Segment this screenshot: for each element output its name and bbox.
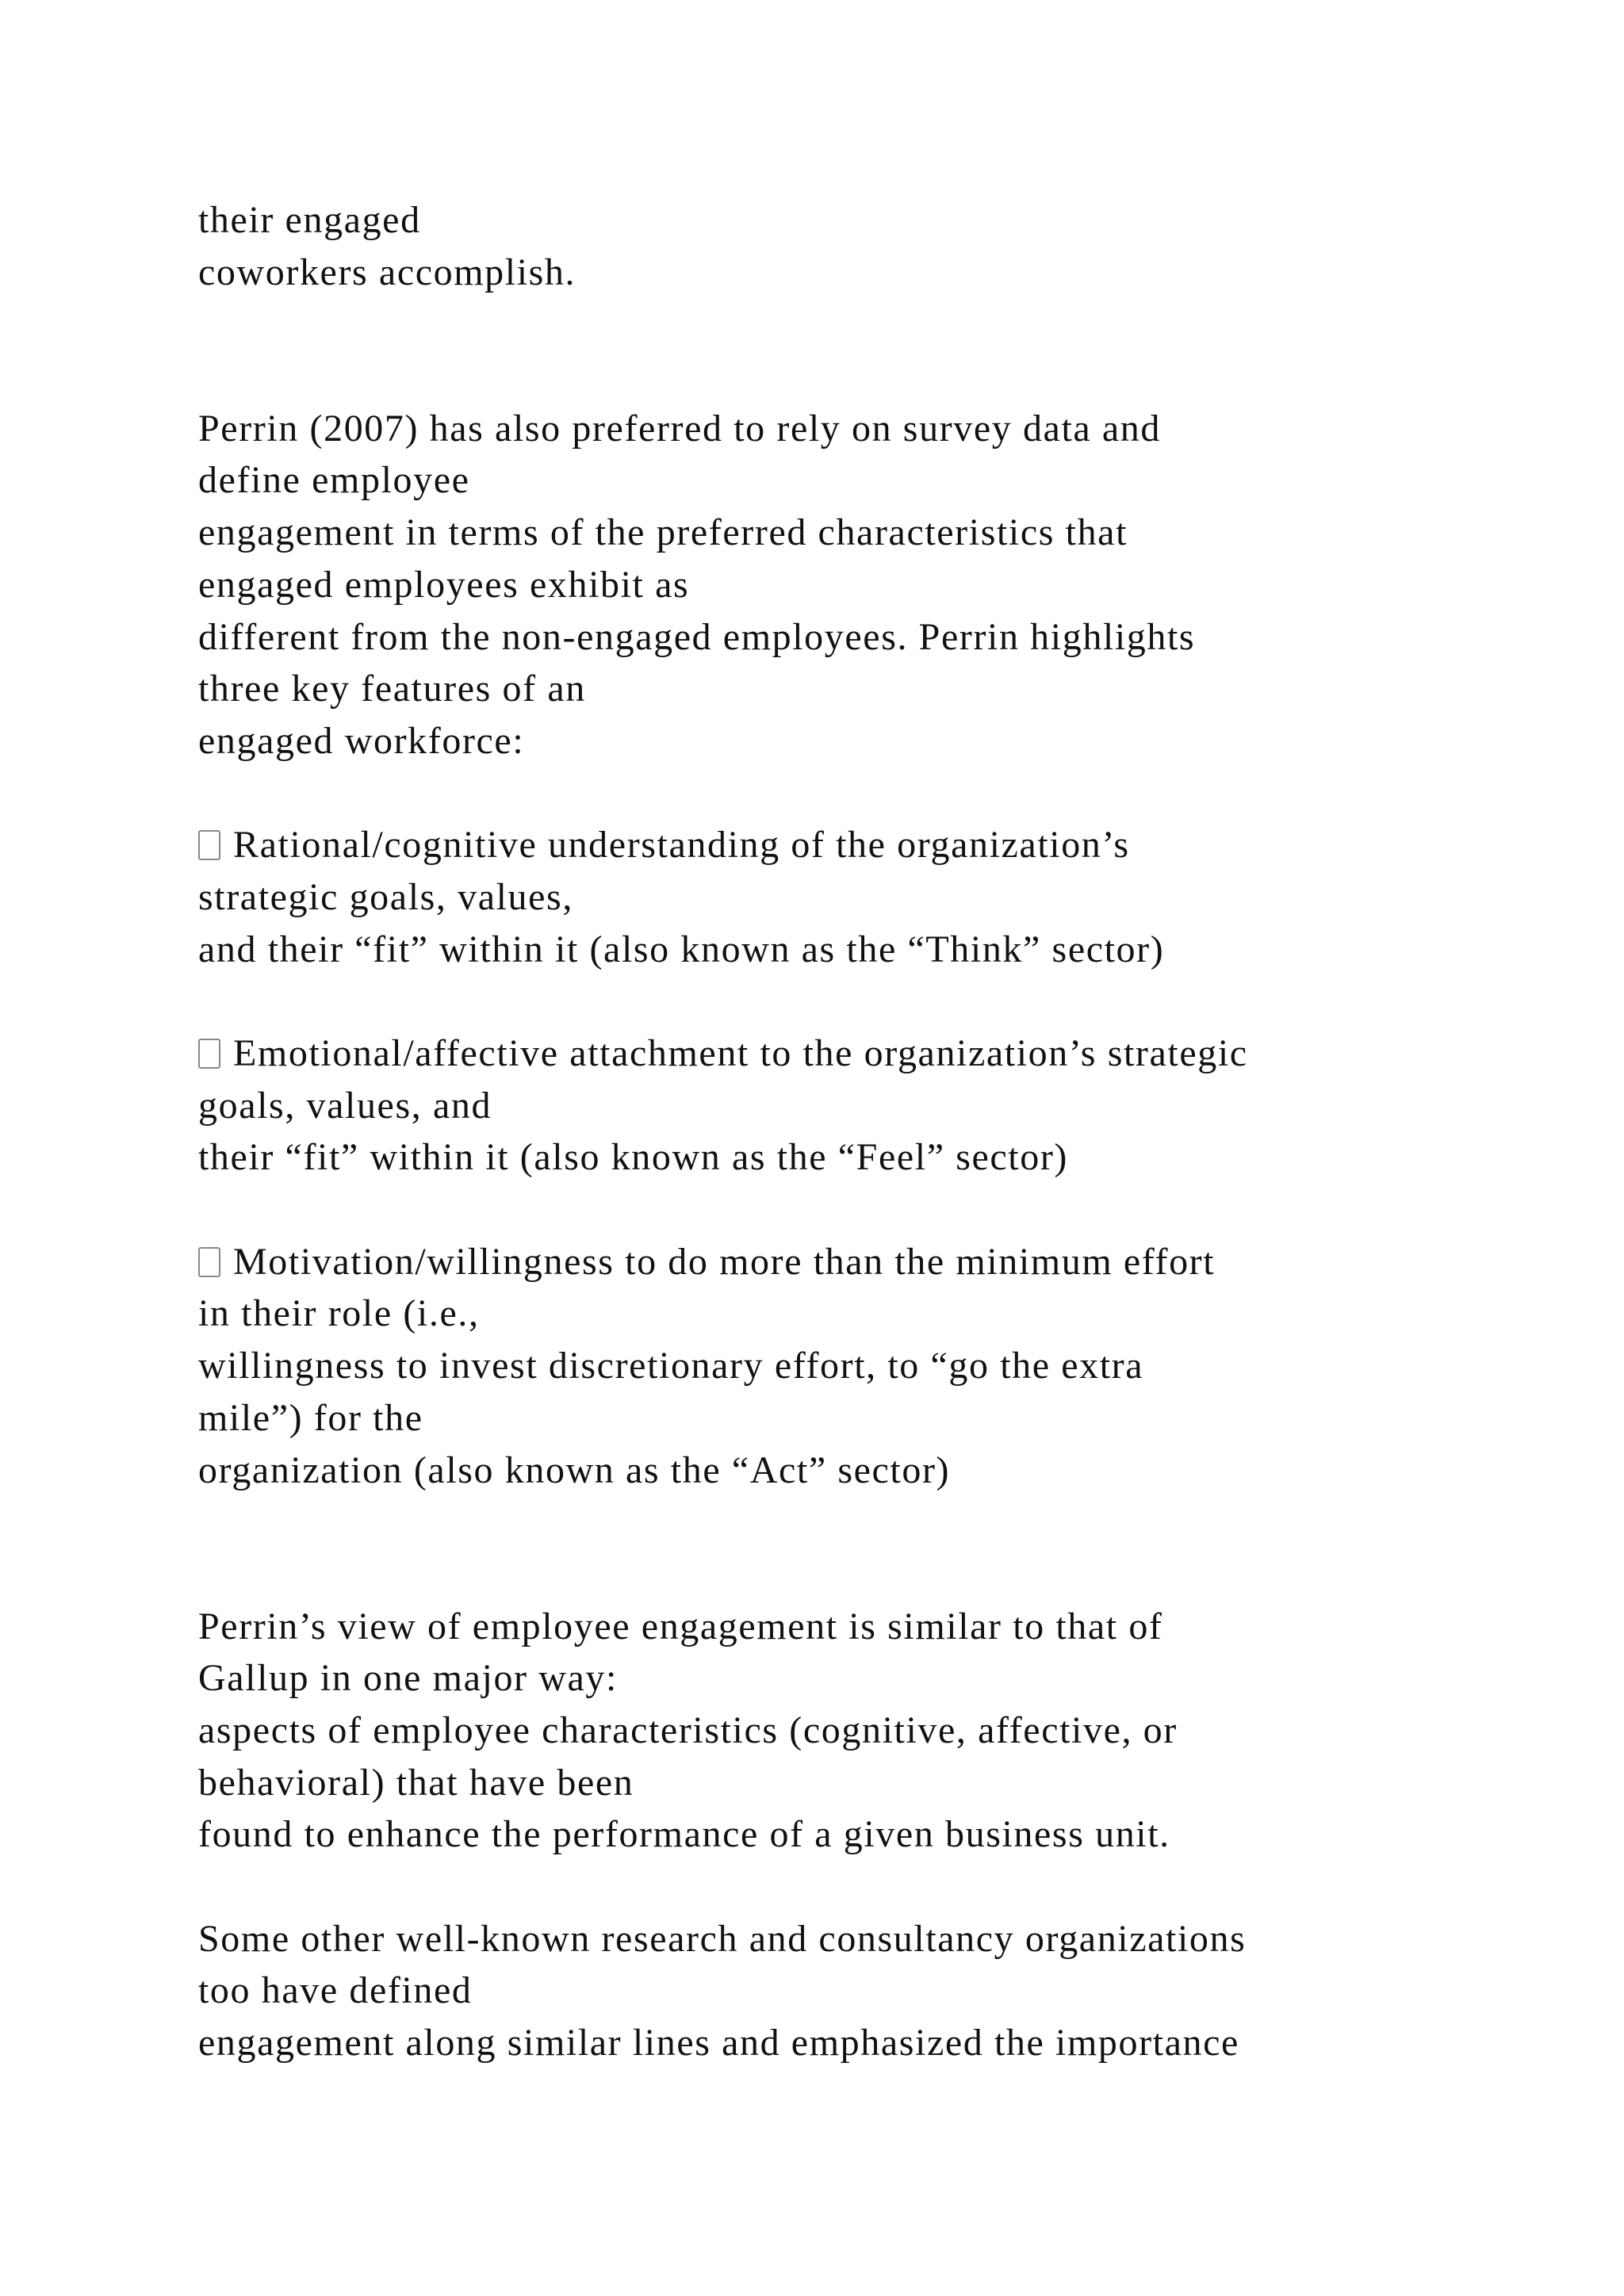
text-line	[198, 1913, 1546, 1965]
line-text: Motivation/willingness to do more than the minimum effort	[233, 1240, 1216, 1283]
text-line	[198, 1601, 1546, 1653]
text-line	[198, 1705, 1546, 1757]
text-line	[198, 611, 1546, 664]
text-line	[198, 663, 1546, 715]
line-text: aspects of employee characteristics (cognitive, affective, or	[198, 1709, 1178, 1751]
text-line	[198, 403, 1546, 455]
text-line	[198, 1652, 1546, 1705]
text-line	[198, 1080, 1546, 1132]
line-text: found to enhance the performance of a given business unit.	[198, 1813, 1170, 1856]
line-text: strategic goals, values,	[198, 875, 573, 918]
line-text: their “fit” within it (also known as the “Feel” sector)	[198, 1136, 1069, 1179]
line-text: coworkers accomplish.	[198, 251, 576, 293]
text-line	[198, 454, 1546, 507]
text-line	[198, 1808, 1546, 1861]
text-line	[198, 1445, 1546, 1497]
line-text: define employee	[198, 459, 470, 502]
line-text: engaged workforce:	[198, 719, 525, 762]
text-line	[198, 1340, 1546, 1392]
line-text: Emotional/affective attachment to the organization’s strategic	[233, 1032, 1248, 1074]
text-line	[198, 247, 1546, 299]
line-text: Perrin’s view of employee engagement is similar to that of	[198, 1605, 1163, 1647]
line-text: mile”) for the	[198, 1396, 423, 1439]
missing-glyph-bullet-icon	[198, 1039, 220, 1069]
text-line	[198, 559, 1546, 611]
line-text: engaged employees exhibit as	[198, 563, 690, 606]
blank-line	[198, 1184, 1546, 1236]
blank-line	[198, 1548, 1546, 1601]
line-text: Gallup in one major way:	[198, 1657, 618, 1700]
line-text: Rational/cognitive understanding of the organization’s	[233, 824, 1130, 867]
bullet-line	[198, 1236, 1546, 1288]
missing-glyph-bullet-icon	[198, 1247, 220, 1277]
missing-glyph-bullet-icon	[198, 830, 220, 860]
blank-line	[198, 298, 1546, 350]
line-text: willingness to invest discretionary effort, to “go the extra	[198, 1345, 1144, 1387]
line-text: goals, values, and	[198, 1084, 492, 1127]
line-text: Perrin (2007) has also preferred to rely on survey data and	[198, 407, 1162, 450]
line-text: behavioral) that have been	[198, 1761, 634, 1804]
text-line	[198, 1965, 1546, 2017]
text-line	[198, 715, 1546, 767]
text-line	[198, 871, 1546, 924]
text-line	[198, 194, 1546, 247]
text-line	[198, 1288, 1546, 1340]
line-text: three key features of an	[198, 668, 586, 710]
line-text: too have defined	[198, 1969, 473, 2012]
bullet-line	[198, 819, 1546, 871]
blank-line	[198, 1861, 1546, 1913]
text-line	[198, 924, 1546, 976]
text-line	[198, 1757, 1546, 1809]
line-text: engagement in terms of the preferred characteristics that	[198, 511, 1128, 554]
document-body	[198, 194, 1546, 2069]
bullet-line	[198, 1027, 1546, 1080]
text-line	[198, 1392, 1546, 1445]
blank-line	[198, 767, 1546, 820]
line-text: their engaged	[198, 199, 421, 241]
text-line	[198, 2017, 1546, 2069]
line-text: organization (also known as the “Act” sector)	[198, 1448, 951, 1491]
line-text: different from the non-engaged employees. Perrin highlights	[198, 615, 1196, 658]
line-text: in their role (i.e.,	[198, 1292, 480, 1335]
line-text: engagement along similar lines and emphasized the importance	[198, 2022, 1239, 2064]
text-line	[198, 1131, 1546, 1184]
blank-line	[198, 975, 1546, 1027]
line-text: and their “fit” within it (also known as the “Think” sector)	[198, 928, 1165, 970]
blank-line	[198, 1496, 1546, 1548]
line-text: Some other well-known research and consultancy organizations	[198, 1917, 1247, 1960]
blank-line	[198, 350, 1546, 403]
text-line	[198, 507, 1546, 559]
